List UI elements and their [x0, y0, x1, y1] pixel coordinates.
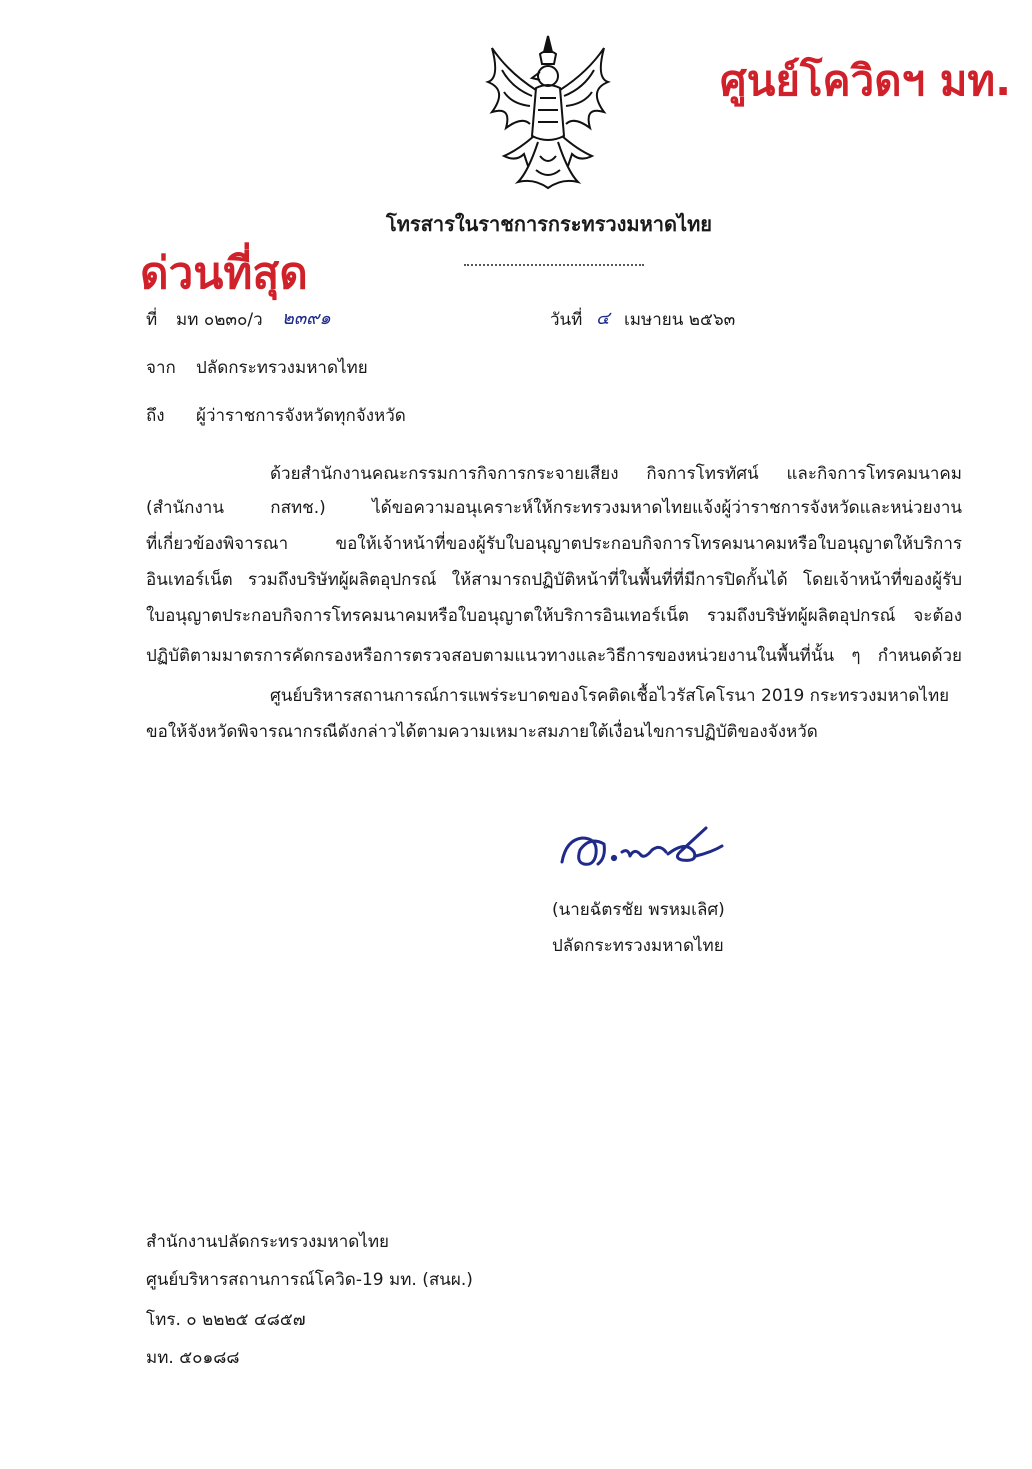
body-line: ด้วยสำนักงานคณะกรรมการกิจการกระจายเสียง กิจการโทรทัศน์ และกิจการโทรคมนาคม: [270, 464, 962, 484]
ref-label: ที่: [146, 310, 158, 330]
body-line: (สำนักงาน กสทช.) ได้ขอความอนุเคราะห์ให้กระทรวงมหาดไทยแจ้งผู้ว่าราชการจังหวัดและหน่วยงาน: [146, 498, 962, 518]
to-value: ผู้ว่าราชการจังหวัดทุกจังหวัด: [196, 406, 406, 426]
body-line: ขอให้จังหวัดพิจารณากรณีดังกล่าวได้ตามความเหมาะสมภายใต้เงื่อนไขการปฏิบัติของจังหวัด: [146, 722, 818, 742]
footer-center: ศูนย์บริหารสถานการณ์โควิด-19 มท. (สนผ.): [146, 1270, 473, 1290]
garuda-emblem-icon: [478, 32, 618, 192]
body-line: ที่เกี่ยวข้องพิจารณา ขอให้เจ้าหน้าที่ของผู้รับใบอนุญาตประกอบกิจการโทรคมนาคมหรือใบอนุญาตให้บริการ: [146, 534, 962, 554]
body-line: อินเทอร์เน็ต รวมถึงบริษัทผู้ผลิตอุปกรณ์ ให้สามารถปฏิบัติหน้าที่ในพื้นที่ที่มีการปิดกั้นได้ โดยเจ้าหน้าที่ของผู้รับ: [146, 570, 962, 590]
title-dotted-line: [464, 264, 644, 266]
urgency-stamp: ด่วนที่สุด: [140, 248, 308, 299]
page-title: โทรสารในราชการกระทรวงมหาดไทย: [386, 212, 712, 236]
ref-value: มท ๐๒๓๐/ว: [176, 310, 263, 330]
footer-code: มท. ๕๐๑๘๘: [146, 1348, 240, 1368]
signatory-position: ปลัดกระทรวงมหาดไทย: [552, 936, 724, 956]
from-label: จาก: [146, 358, 176, 378]
handwritten-signature-icon: [556, 818, 736, 874]
date-label: วันที่: [550, 310, 583, 330]
date-day: ๔: [596, 308, 610, 329]
footer-phone: โทร. ๐ ๒๒๒๕ ๔๘๕๗: [146, 1310, 306, 1330]
body-line: ศูนย์บริหารสถานการณ์การแพร่ระบาดของโรคติดเชื้อไวรัสโคโรนา 2019 กระทรวงมหาดไทย: [270, 686, 950, 706]
date-month-year: เมษายน ๒๕๖๓: [624, 310, 736, 330]
to-label: ถึง: [146, 406, 165, 426]
ref-handwritten-number: ๒๓๙๑: [282, 308, 331, 329]
body-line: ปฏิบัติตามมาตรการคัดกรองหรือการตรวจสอบตามแนวทางและวิธีการของหน่วยงานในพื้นที่นั้น ๆ กำหนดด้วย: [146, 646, 962, 666]
footer-office: สำนักงานปลัดกระทรวงมหาดไทย: [146, 1232, 390, 1252]
signatory-name: (นายฉัตรชัย พรหมเลิศ): [552, 900, 725, 920]
from-value: ปลัดกระทรวงมหาดไทย: [196, 358, 368, 378]
corner-stamp: ศูนย์โควิดฯ มท.: [720, 56, 1012, 105]
body-line: ใบอนุญาตประกอบกิจการโทรคมนาคมหรือใบอนุญาตให้บริการอินเทอร์เน็ต รวมถึงบริษัทผู้ผลิตอุปกรณ์ จะต้อง: [146, 606, 962, 626]
